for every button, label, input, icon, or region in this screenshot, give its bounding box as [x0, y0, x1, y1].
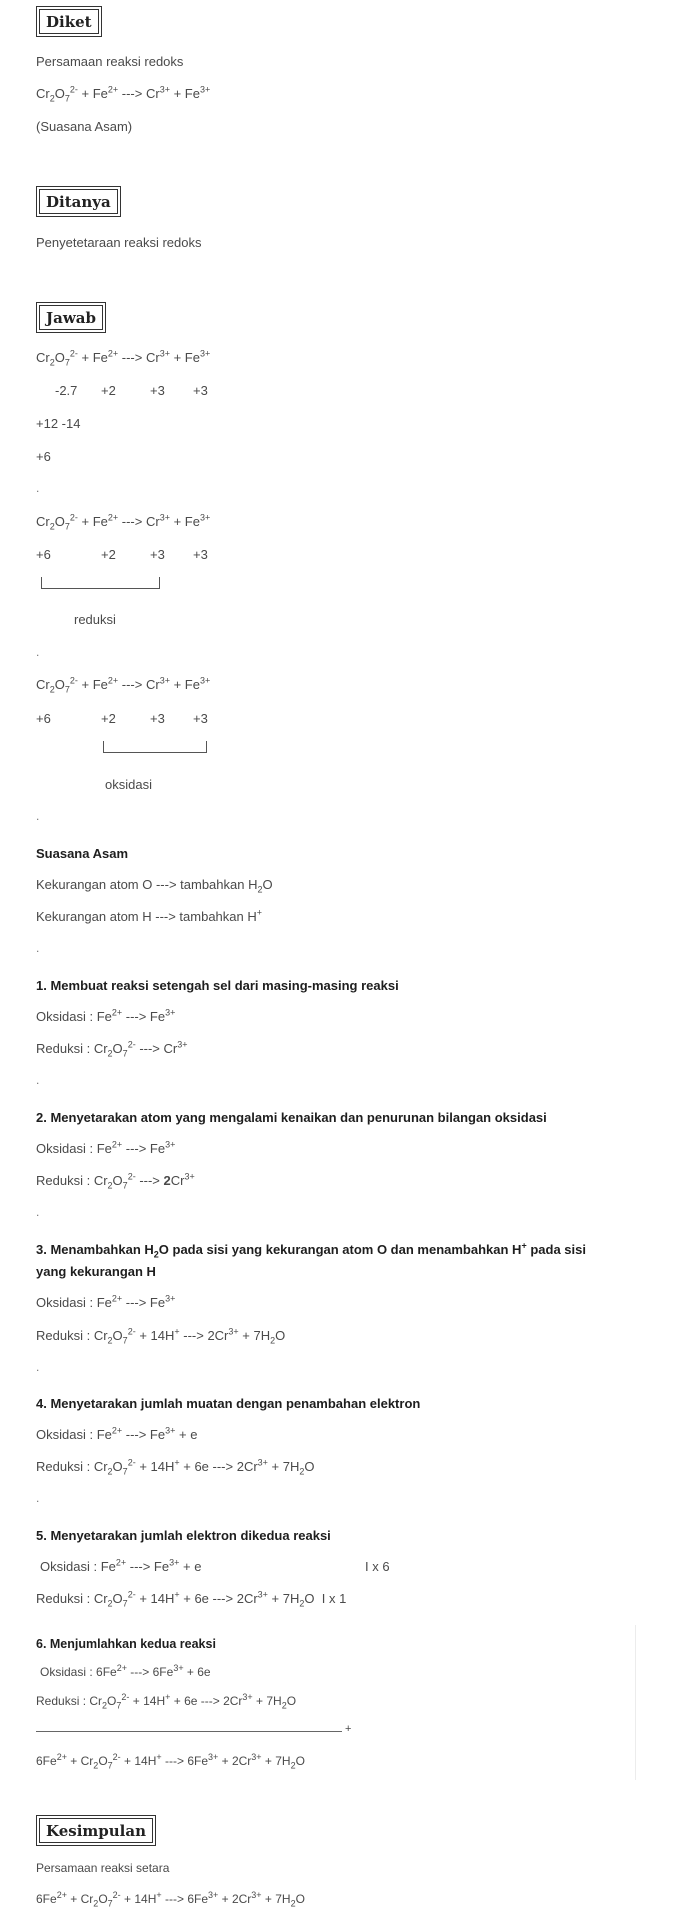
- diket-condition: (Suasana Asam): [36, 119, 133, 134]
- step-6-oksidasi: Oksidasi : $6Fe^{2+}$ ---> $6Fe^{3+} + 6e$: [40, 1663, 211, 1679]
- step-5-multiplier-oksidasi: I x 6: [365, 1559, 390, 1574]
- separator-dot: .: [36, 1073, 40, 1087]
- separator-dot: .: [36, 941, 40, 955]
- oxnum-sum: +12 -14: [36, 416, 81, 431]
- jawab-equation-1: $Cr_2O_7^{2-} + Fe^{2+}$ ---> $Cr^{3+} + Fe^{3+}$: [36, 348, 211, 368]
- kesimpulan-equation: $6Fe^{2+} + Cr_2O_7^{2-} + 14H^+$ ---> $6Fe^{3+} + 2Cr^{3+} + 7H_2O$: [36, 1890, 305, 1909]
- oxnum-cr: -2.7: [55, 383, 78, 398]
- oksidasi-num-2: +2: [101, 711, 116, 726]
- step-5-title: 5. Menyetarakan jumlah elektron dikedua reaksi: [36, 1528, 331, 1543]
- step-3-title-cont: yang kekurangan H: [36, 1264, 156, 1279]
- step-4-title: 4. Menyetarakan jumlah muatan dengan penambahan elektron: [36, 1396, 421, 1411]
- ditanya-title-box: [36, 186, 121, 217]
- sum-line: [36, 1731, 342, 1732]
- ditanya-text: Penyetetaraan reaksi redoks: [36, 235, 202, 250]
- separator-dot: .: [36, 481, 40, 495]
- oxnum-result: +6: [36, 449, 51, 464]
- step-1-title: 1. Membuat reaksi setengah sel dari masing-masing reaksi: [36, 978, 399, 993]
- kesimpulan-title: Kesimpulan: [39, 1818, 153, 1843]
- diket-equation: $Cr_2O_7^{2-} + Fe^{2+}$ ---> $Cr^{3+} + Fe^{3+}$: [36, 84, 211, 104]
- step-5-reduksi: Reduksi : $Cr_2O_7^{2-} + 14H^+ + 6e$ ---> $2Cr^{3+} + 7H_2O$ I x 1: [36, 1589, 347, 1609]
- step-4-reduksi: Reduksi : $Cr_2O_7^{2-} + 14H^+ + 6e$ ---> $2Cr^{3+} + 7H_2O$: [36, 1457, 315, 1477]
- separator-dot: .: [36, 1360, 40, 1374]
- kesimpulan-title-box: [36, 1815, 156, 1846]
- reduksi-label: reduksi: [74, 612, 116, 627]
- reduksi-num-4: +3: [193, 547, 208, 562]
- separator-dot: .: [36, 809, 40, 823]
- oksidasi-num-3: +3: [150, 711, 165, 726]
- suasana-rule-h: Kekurangan atom H ---> tambahkan H+: [36, 907, 263, 924]
- reduksi-num-3: +3: [150, 547, 165, 562]
- suasana-rule-o: Kekurangan atom O ---> tambahkan $H_2O$: [36, 877, 273, 895]
- oksidasi-equation: $Cr_2O_7^{2-} + Fe^{2+}$ ---> $Cr^{3+} + Fe^{3+}$: [36, 675, 211, 695]
- step-4-oksidasi: Oksidasi : $Fe^{2+}$ ---> $Fe^{3+} + e$: [36, 1425, 198, 1442]
- jawab-title: Jawab: [39, 305, 103, 330]
- reduksi-equation: $Cr_2O_7^{2-} + Fe^{2+}$ ---> $Cr^{3+} + Fe^{3+}$: [36, 512, 211, 532]
- diket-title: Diket: [39, 9, 99, 34]
- step-6-result: $6Fe^{2+} + Cr_2O_7^{2-} + 14H^+$ ---> $6Fe^{3+} + 2Cr^{3+} + 7H_2O$: [36, 1752, 305, 1771]
- diket-title-box: [36, 6, 102, 37]
- oksidasi-bracket: [103, 744, 207, 753]
- oksidasi-label: oksidasi: [105, 777, 152, 792]
- step-2-oksidasi: Oksidasi : $Fe^{2+}$ ---> $Fe^{3+}$: [36, 1139, 176, 1156]
- separator-dot: .: [36, 645, 40, 659]
- step-6-title: 6. Menjumlahkan kedua reaksi: [36, 1637, 216, 1651]
- step-3-oksidasi: Oksidasi : $Fe^{2+}$ ---> $Fe^{3+}$: [36, 1293, 176, 1310]
- jawab-title-box: [36, 302, 106, 333]
- reduksi-bracket: [41, 580, 160, 589]
- oksidasi-num-1: +6: [36, 711, 51, 726]
- step-2-title: 2. Menyetarakan atom yang mengalami kenaikan dan penurunan bilangan oksidasi: [36, 1110, 547, 1125]
- step-5-oksidasi: Oksidasi : $Fe^{2+}$ ---> $Fe^{3+} + e$: [40, 1557, 202, 1574]
- step-1-oksidasi: Oksidasi : $Fe^{2+}$ ---> $Fe^{3+}$: [36, 1007, 176, 1024]
- step-2-reduksi: Reduksi : $Cr_2O_7^{2-}$ ---> $2Cr^{3+}$: [36, 1171, 195, 1191]
- step-3-reduksi: Reduksi : $Cr_2O_7^{2-} + 14H^+$ ---> $2Cr^{3+} + 7H_2O$: [36, 1326, 286, 1346]
- right-border-line: [635, 1625, 636, 1780]
- ditanya-title: Ditanya: [39, 189, 118, 214]
- kesimpulan-text: Persamaan reaksi setara: [36, 1861, 170, 1875]
- step-1-reduksi: Reduksi : $Cr_2O_7^{2-}$ ---> $Cr^{3+}$: [36, 1039, 188, 1059]
- oxnum-fe2: +2: [101, 383, 116, 398]
- separator-dot: .: [36, 1491, 40, 1505]
- oxnum-fe3: +3: [193, 383, 208, 398]
- oxnum-cr3: +3: [150, 383, 165, 398]
- separator-dot: .: [36, 1205, 40, 1219]
- diket-text: Persamaan reaksi redoks: [36, 54, 184, 69]
- reduksi-num-2: +2: [101, 547, 116, 562]
- step-6-reduksi: Reduksi : $Cr_2O_7^{2-} + 14H^+ + 6e$ ---> $2Cr^{3+} + 7H_2O$: [36, 1692, 297, 1711]
- oksidasi-num-4: +3: [193, 711, 208, 726]
- sum-plus: +: [345, 1723, 352, 1735]
- reduksi-num-1: +6: [36, 547, 51, 562]
- suasana-title: Suasana Asam: [36, 846, 129, 861]
- step-3-title: 3. Menambahkan $H_2O$ pada sisi yang kekurangan atom O dan menambahkan H+ pada sisi: [36, 1240, 586, 1260]
